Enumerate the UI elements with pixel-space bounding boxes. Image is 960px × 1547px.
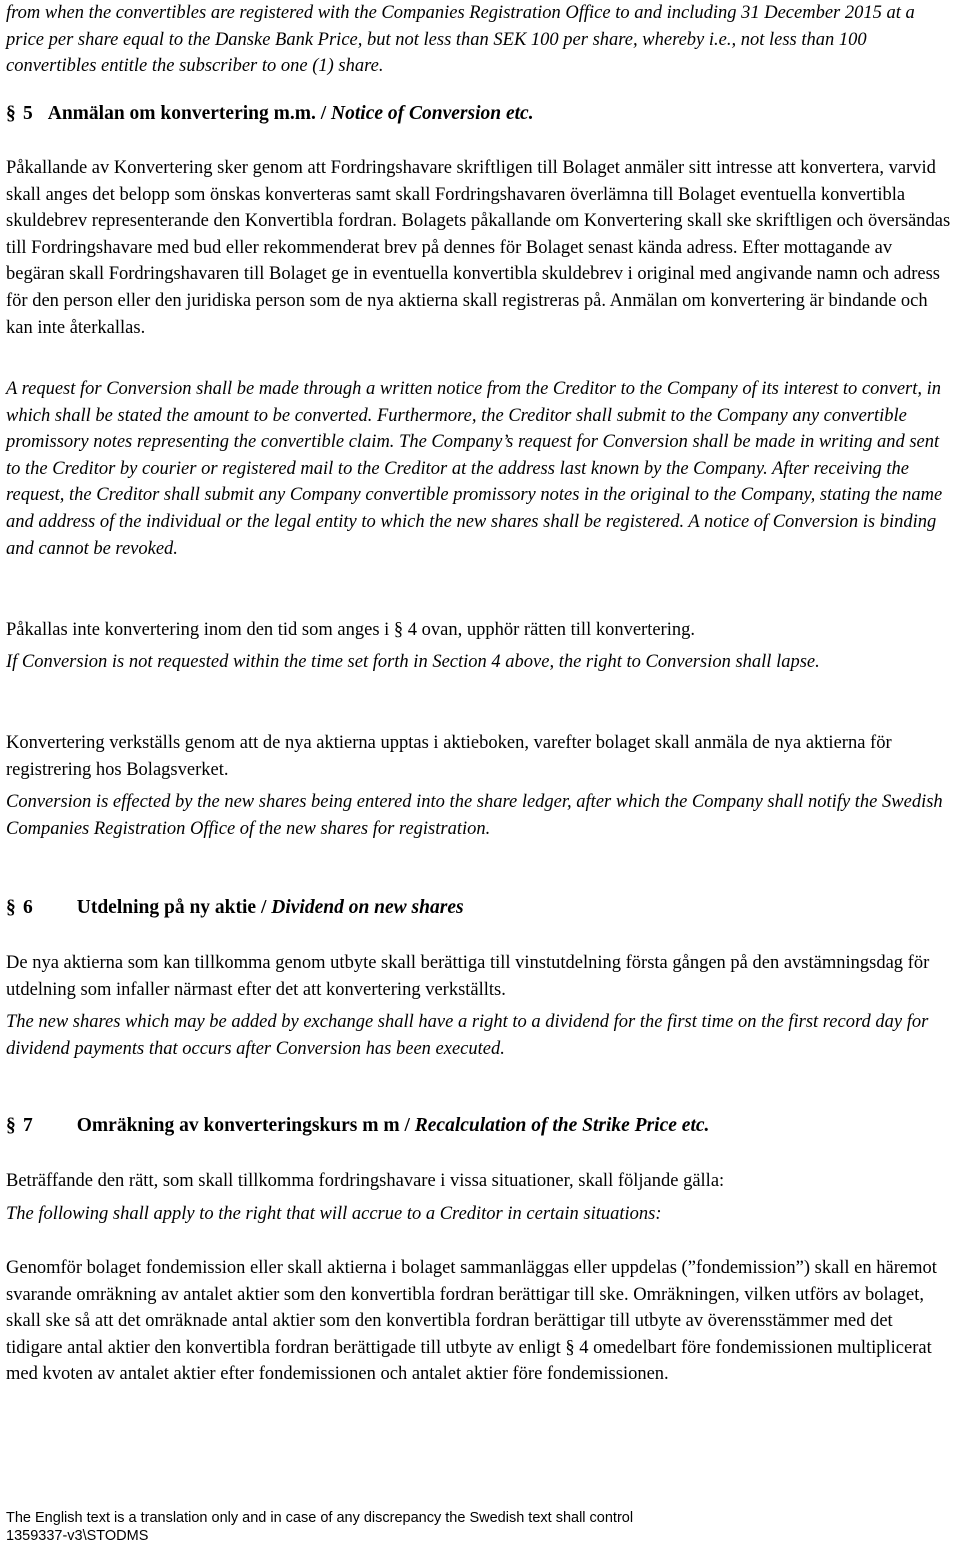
section-6-paragraph-1-en: The new shares which may be added by exchange shall have a right to a dividend for the first time on the first record day for dividend payments that occurs after Conversion has been executed. bbox=[6, 1012, 929, 1059]
section-5-heading bbox=[6, 103, 534, 125]
section-title-sv: Anmälan om konvertering m.m. / bbox=[47, 103, 332, 124]
section-sign: § bbox=[6, 103, 16, 124]
section-title-sv: Omräkning av konverteringskurs m m / bbox=[76, 1115, 415, 1136]
section-7-paragraph-2-sv: Genomför bolaget fondemission eller skall aktierna i bolaget sammanläggas eller uppdelas (”fondemission”) skall en häremot svarande omräkning av antalet aktier som den konvertibla fordran berättigar till ske. Omräkningen, vilken utförs av bolaget, skall ske så att det omräknade antal aktier som den konvertibla fordran berättigar till utbyte av överensstämmer med det tidigare antal aktier den konvertibla fordran berättigade till utbyte av enligt § 4 omedelbart före fondemissionen multiplicerat med kvoten av antalet aktier efter fondemissionen och antalet aktier före fondemissionen. bbox=[6, 1258, 937, 1385]
section-6-paragraph-1-sv: De nya aktierna som kan tillkomma genom utbyte skall berättiga till vinstutdelning första gången på den avstämningsdag för utdelning som infaller närmast efter det att konvertering verkställts. bbox=[6, 953, 930, 1000]
section-5-paragraph-2-en: If Conversion is not requested within the time set forth in Section 4 above, the right to Conversion shall lapse. bbox=[6, 652, 820, 672]
footer-translation-note: The English text is a translation only and in case of any discrepancy the Swedish text shall control bbox=[6, 1510, 634, 1526]
section-number: 7 bbox=[23, 1115, 33, 1136]
footer-document-id: 1359337-v3\STODMS bbox=[6, 1528, 149, 1544]
document-page bbox=[6, 0, 958, 1547]
intro-paragraph-en: from when the convertibles are registered with the Companies Registration Office to and including 31 December 2015 at a price per share equal to the Danske Bank Price, but not less than SEK 100 per share, whereby i.e., not less than 100 convertibles entitle the subscriber to one (1) share. bbox=[6, 3, 915, 77]
section-5-paragraph-1-sv: Påkallande av Konvertering sker genom att Fordringshavare skriftligen till Bolaget anmäler sitt intresse att konvertera, varvid skall anges det belopp som önskas konverteras samt skall Fordringshavaren överlämna till Bolaget eventuella konvertibla skuldebrev representerande den Konvertibla fordran. Bolagets påkallande om Konvertering skall ske skriftligen och översändas till Fordringshavare med bud eller rekommenderat brev på dennes för Bolaget senast kända adress. Efter mottagande av begäran skall Fordringshavaren till Bolaget ge in eventuella konvertibla skuldebrev i original med angivande namn och adress för den person eller den juridiska person som de nya aktierna skall registreras på. Anmälan om konvertering är bindande och kan inte återkallas. bbox=[6, 158, 951, 338]
section-sign: § bbox=[6, 897, 16, 918]
section-5-paragraph-3-en: Conversion is effected by the new shares being entered into the share ledger, after which the Company shall notify the Swedish Companies Registration Office of the new shares for registration. bbox=[6, 792, 943, 839]
section-7-paragraph-1-sv: Beträffande den rätt, som skall tillkomma fordringshavare i vissa situationer, skall följande gälla: bbox=[6, 1171, 725, 1191]
section-5-paragraph-3-sv: Konvertering verkställs genom att de nya aktierna upptas i aktieboken, varefter bolaget skall anmäla de nya aktierna för registrering hos Bolagsverket. bbox=[6, 733, 892, 780]
section-7-heading bbox=[6, 1115, 709, 1137]
section-number: 5 bbox=[23, 103, 33, 124]
section-title-en: Recalculation of the Strike Price etc. bbox=[414, 1115, 710, 1136]
section-number: 6 bbox=[23, 897, 33, 918]
section-7-paragraph-1-en: The following shall apply to the right that will accrue to a Creditor in certain situations: bbox=[6, 1204, 662, 1224]
section-title-en: Dividend on new shares bbox=[271, 897, 464, 918]
section-6-heading bbox=[6, 897, 464, 919]
section-title-sv: Utdelning på ny aktie / bbox=[76, 897, 272, 918]
section-sign: § bbox=[6, 1115, 16, 1136]
section-title-en: Notice of Conversion etc. bbox=[331, 103, 534, 124]
section-5-paragraph-2-sv: Påkallas inte konvertering inom den tid som anges i § 4 ovan, upphör rätten till konvertering. bbox=[6, 620, 695, 640]
section-5-paragraph-1-en: A request for Conversion shall be made through a written notice from the Creditor to the Company of its interest to convert, in which shall be stated the amount to be converted. Furthermore, the Creditor shall submit to the Company any convertible promissory notes representing the convertible claim. The Company’s request for Conversion shall be made in writing and sent to the Creditor by courier or registered mail to the Creditor at the address last known by the Company. After receiving the request, the Creditor shall submit any Company convertible promissory notes in the original to the Company, stating the name and address of the individual or the legal entity to which the new shares shall be registered. A notice of Conversion is binding and cannot be revoked. bbox=[6, 379, 943, 559]
